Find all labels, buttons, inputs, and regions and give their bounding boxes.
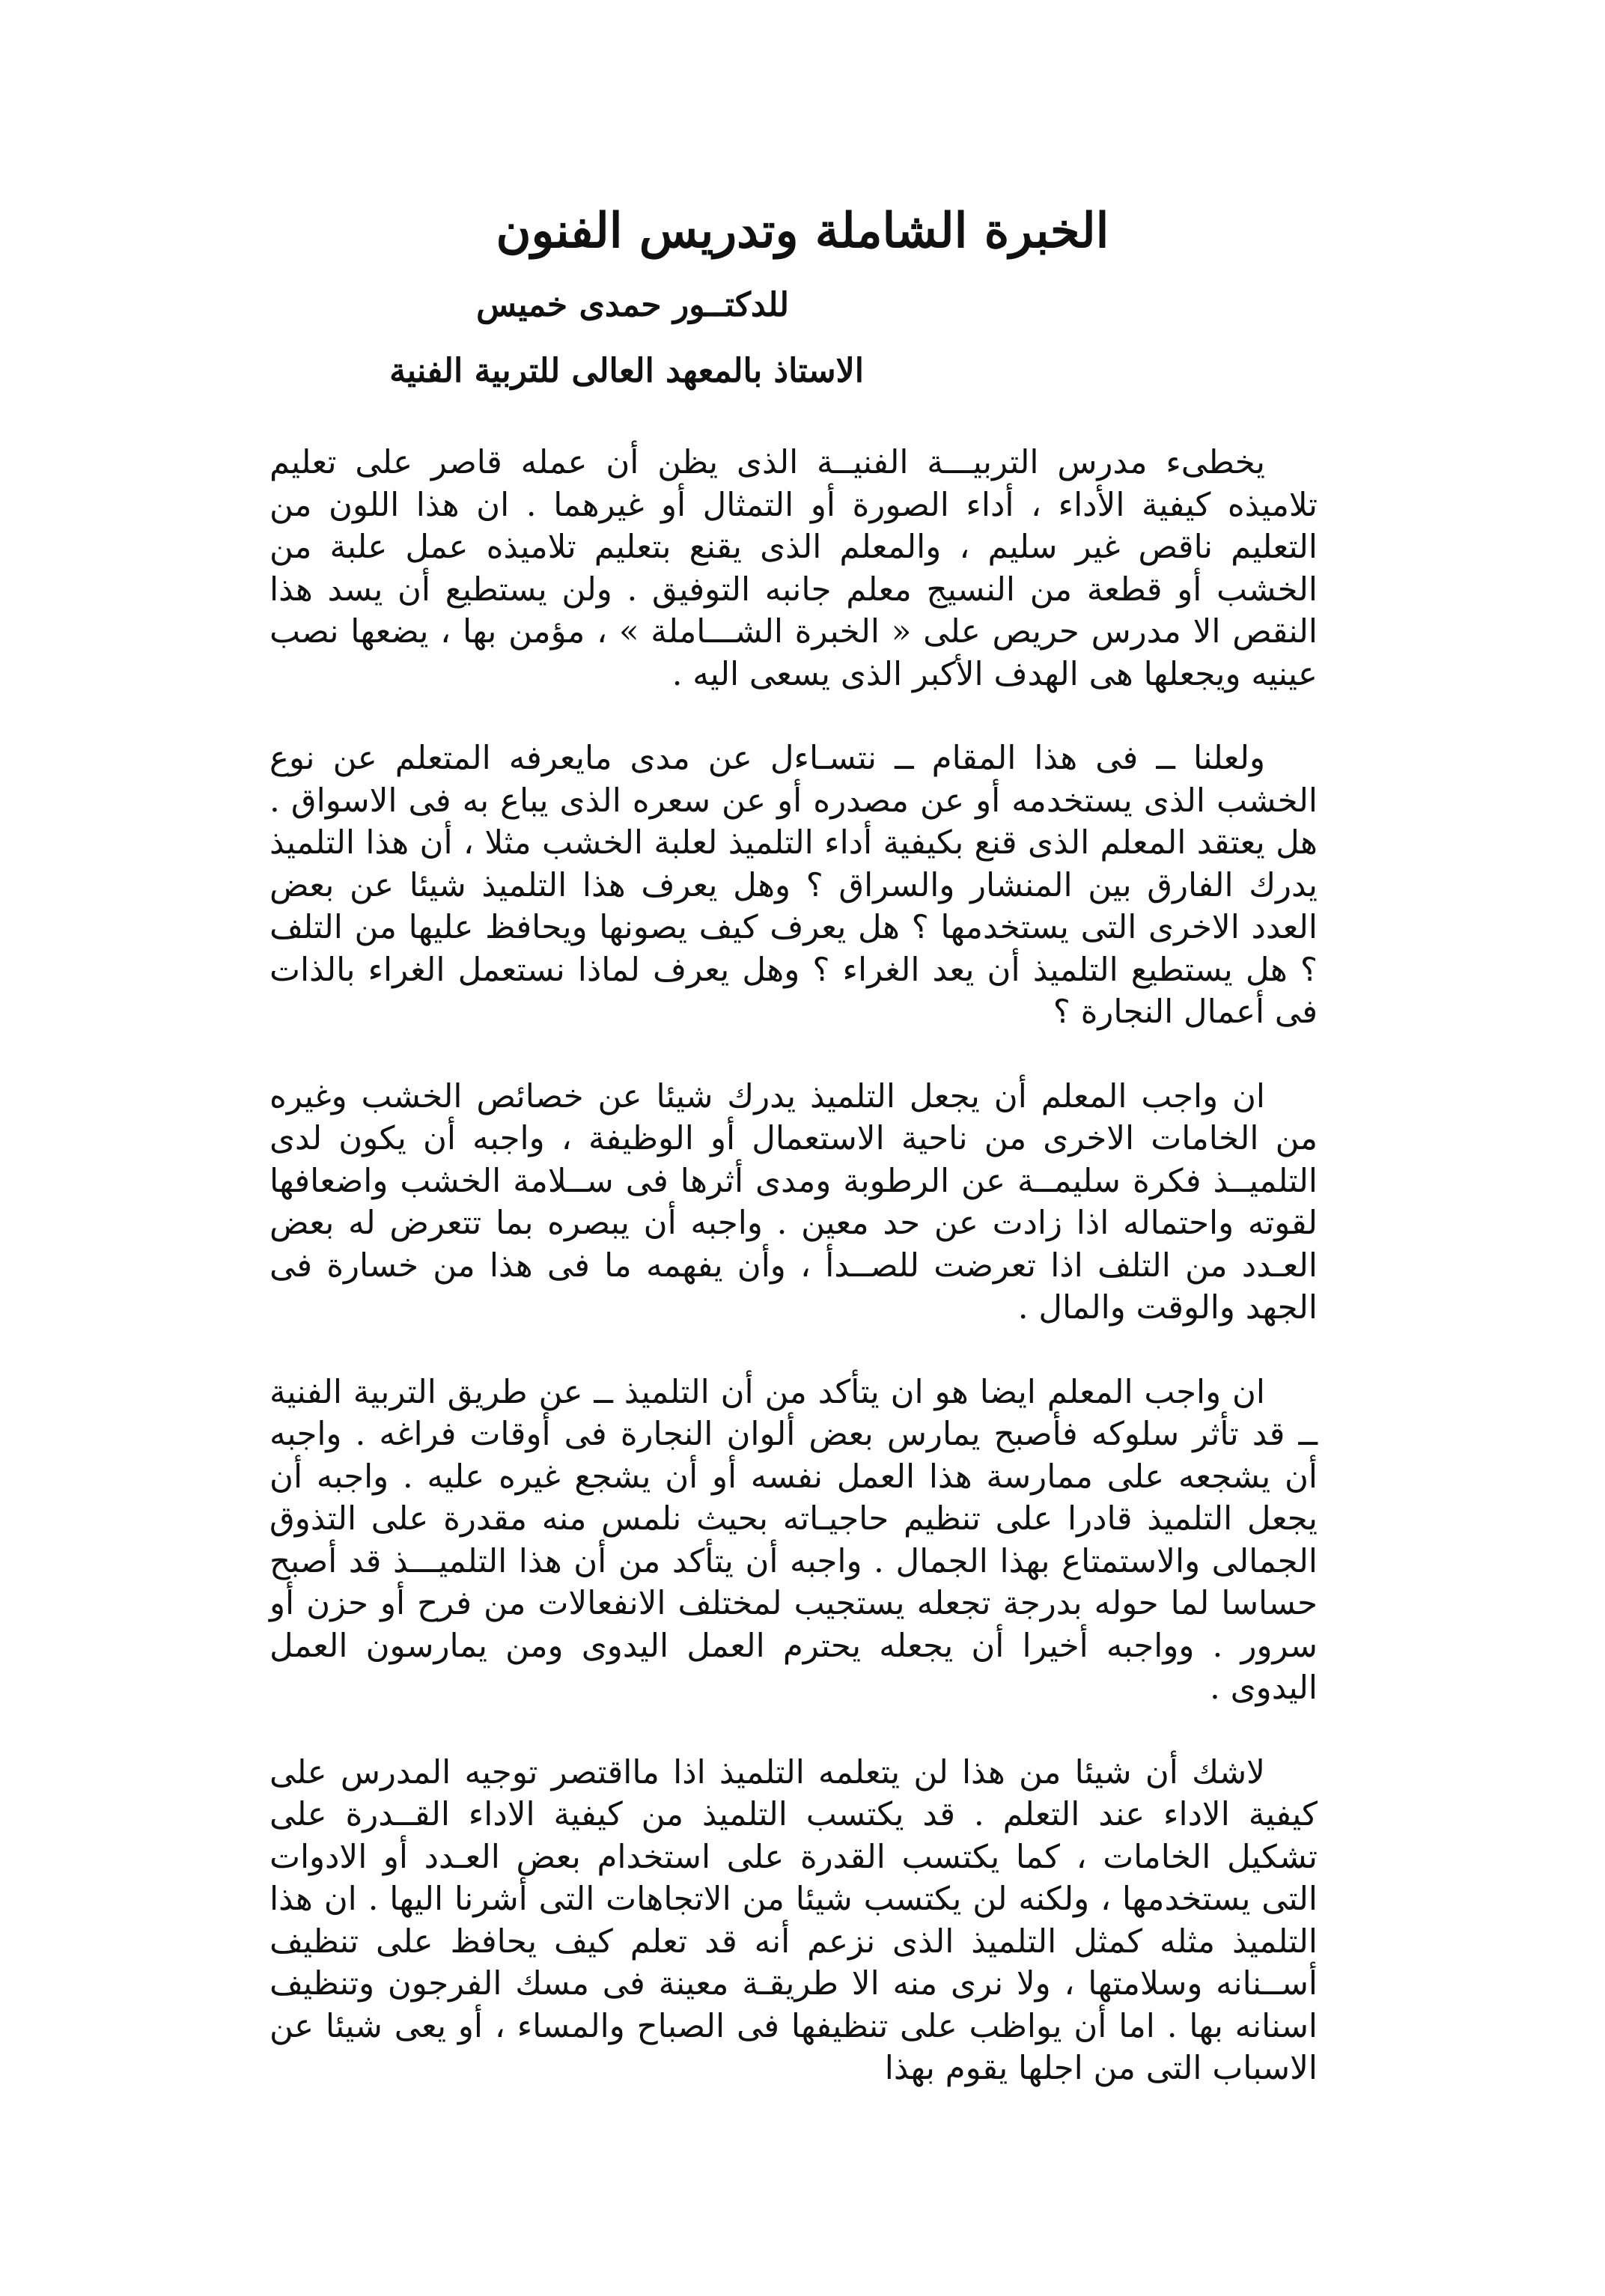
paragraph-1: يخطىء مدرس التربيـــة الفنيــة الذى يظن أن عمله قاصر على تعليم تلاميذه كيفية الأداء ، أداء الصورة أو التمثال أو غيرهما . ان هذا اللون من التعليم ناقص غير سليم ، والمعلم الذى يقنع بتعليم تلاميذه عمل علبة من الخشب أو قطعة من النسيج معلم جانبه التوفيق . ولن يستطيع أن يسد هذا النقص الا مدرس حريص على « الخبرة الشـــاملة » ، مؤمن بها ، يضعها نصب عينيه ويجعلها هى الهدف الأكبر الذى يسعى اليه .: [269, 444, 1318, 693]
paragraph-5: لاشك أن شيئا من هذا لن يتعلمه التلميذ اذا مااقتصر توجيه المدرس على كيفية الاداء عند التعلم . قد يكتسب التلميذ من كيفية الاداء القــدرة على تشكيل الخامات ، كما يكتسب القدرة على استخدام بعض العـدد أو الادوات التى يستخدمها ، ولكنه لن يكتسب شيئا من الاتجاهات التى أشرنا اليها . ان هذا التلميذ مثله كمثل التلميذ الذى نزعم أنه قد تعلم كيف يحافظ على تنظيف أســنانه وسلامتها ، ولا نرى منه الا طريقـة معينة فى مسك الفرجون وتنظيف اسنانه بها . اما أن يواظب على تنظيفها فى الصباح والمساء ، أو يعى شيئا عن الاسباب التى من اجلها يقوم بهذا: [269, 1753, 1318, 2087]
article-body: [269, 442, 1318, 2090]
paragraph-3: ان واجب المعلم أن يجعل التلميذ يدرك شيئا عن خصائص الخشب وغيره من الخامات الاخرى من ناحية الاستعمال أو الوظيفة ، واجبه أن يكون لدى التلميــذ فكرة سليمــة عن الرطوبة ومدى أثرها فى ســلامة الخشب واضعافها لقوته واحتماله اذا زادت عن حد معين . واجبه أن يبصره بما تتعرض له بعض العـدد من التلف اذا تعرضت للصــدأ ، وأن يفهمه ما فى هذا من خسارة فى الجهد والوقت والمال .: [269, 1077, 1318, 1327]
author-affiliation: الاستاذ بالمعهد العالى للتربية الفنية: [389, 352, 864, 390]
article-title: الخبرة الشاملة وتدريس الفنون: [496, 202, 1109, 259]
author-name: للدكتــور حمدى خميس: [476, 286, 789, 324]
paragraph-4: ان واجب المعلم ايضا هو ان يتأكد من أن التلميذ ــ عن طريق التربية الفنية ــ قد تأثر سلوكه فأصبح يمارس بعض ألوان النجارة فى أوقات فراغه . واجبه أن يشجعه على ممارسة هذا العمل نفسه أو أن يشجع غيره عليه . واجبه أن يجعل التلميذ قادرا على تنظيم حاجيـاته بحيث نلمس منه مقدرة على التذوق الجمالى والاستمتاع بهذا الجمال . واجبه أن يتأكد من أن هذا التلميـــذ قد أصبح حساسا لما حوله بدرجة تجعله يستجيب لمختلف الانفعالات من فرح أو حزن أو سرور . وواجبه أخيرا أن يجعله يحترم العمل اليدوى ومن يمارسون العمل اليدوى .: [269, 1373, 1318, 1707]
paragraph-2: ولعلنا ــ فى هذا المقام ــ نتسـاءل عن مدى مايعرفه المتعلم عن نوع الخشب الذى يستخدمه أو عن مصدره أو عن سعره الذى يباع به فى الاسواق . هل يعتقد المعلم الذى قنع بكيفية أداء التلميذ لعلبة الخشب مثلا ، أن هذا التلميذ يدرك الفارق بين المنشار والسراق ؟ وهل يعرف هذا التلميذ شيئا عن بعض العدد الاخرى التى يستخدمها ؟ هل يعرف كيف يصونها ويحافظ عليها من التلف ؟ هل يستطيع التلميذ أن يعد الغراء ؟ وهل يعرف لماذا نستعمل الغراء بالذات فى أعمال النجارة ؟: [269, 740, 1318, 1031]
